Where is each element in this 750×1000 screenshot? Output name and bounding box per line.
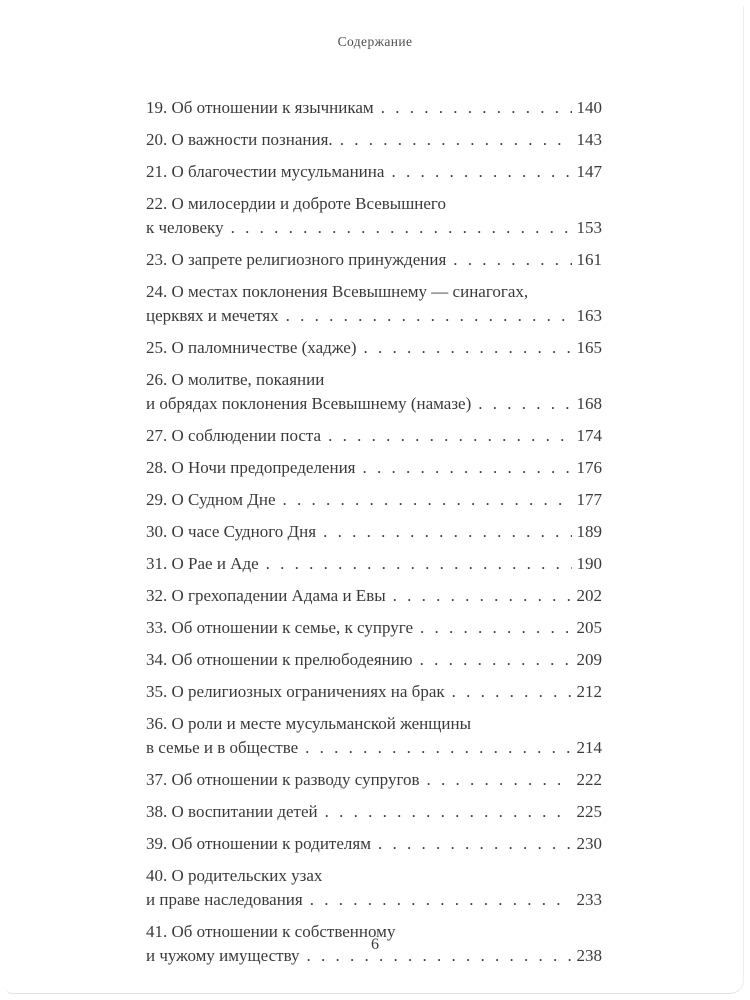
toc-entry-row — [146, 128, 602, 152]
toc-entry — [146, 368, 602, 416]
toc-entry-row — [146, 768, 602, 792]
toc-entry — [146, 552, 602, 576]
dot-leader — [323, 520, 571, 544]
toc-entry — [146, 128, 602, 152]
page-footer — [0, 936, 750, 954]
dot-leader — [328, 424, 571, 448]
toc-entry-row — [146, 160, 602, 184]
toc-page-number: 202 — [576, 586, 602, 605]
dot-leader — [340, 128, 572, 152]
page-title: Содержание — [337, 34, 413, 49]
toc-page-number: 163 — [576, 306, 602, 325]
toc-page-number: 214 — [576, 738, 602, 757]
dot-leader — [286, 304, 572, 328]
toc-entry — [146, 488, 602, 512]
toc-page-number: 238 — [576, 946, 602, 965]
toc-entry-text: 24. О местах поклонения Всевышнему — синагогах, — [146, 282, 529, 301]
toc-entry-row — [146, 584, 602, 608]
dot-leader — [231, 216, 572, 240]
toc-page-number: 225 — [576, 802, 602, 821]
dot-leader — [427, 768, 572, 792]
toc-page-number: 230 — [576, 834, 602, 853]
toc-entry-row — [146, 552, 602, 576]
toc-entry-text: к человеку — [146, 218, 224, 237]
toc-page-number: 222 — [576, 770, 602, 789]
toc-entry — [146, 248, 602, 272]
toc-entry-text: 30. О часе Судного Дня — [146, 522, 317, 541]
toc-entry-text: 33. Об отношении к семье, к супруге — [146, 618, 414, 637]
toc-entry-text: 37. Об отношении к разводу супругов — [146, 770, 420, 789]
toc-entry-row — [146, 648, 602, 672]
toc-page-number: 209 — [576, 650, 602, 669]
dot-leader — [364, 336, 572, 360]
toc-entry-text: 41. Об отношении к собственному — [146, 922, 396, 941]
dot-leader — [453, 248, 571, 272]
dot-leader — [325, 800, 572, 824]
toc-entry-text: 34. Об отношении к прелюбодеянию — [146, 650, 413, 669]
toc-entry-text: 36. О роли и месте мусульманской женщины — [146, 714, 471, 733]
toc-entry-row — [146, 248, 602, 272]
toc-entry-text: 22. О милосердии и доброте Всевышнего — [146, 194, 446, 213]
toc-entry-text: 20. О важности познания. — [146, 130, 333, 149]
toc-entry-row — [146, 216, 602, 240]
toc-entry-text: 28. О Ночи предопределения — [146, 458, 356, 477]
toc-page-number: 143 — [576, 130, 602, 149]
toc-entry-row — [146, 800, 602, 824]
toc-entry — [146, 96, 602, 120]
toc-entry — [146, 424, 602, 448]
toc-entry — [146, 336, 602, 360]
toc-page-number: 212 — [576, 682, 602, 701]
toc-entry-row — [146, 736, 602, 760]
dot-leader — [420, 648, 572, 672]
dot-leader — [310, 888, 572, 912]
toc-entry-row — [146, 832, 602, 856]
toc-page-number: 205 — [576, 618, 602, 637]
toc-page-number: 165 — [576, 338, 602, 357]
toc-page-number: 176 — [576, 458, 602, 477]
dot-leader — [478, 392, 571, 416]
dot-leader — [420, 616, 571, 640]
toc-page-number: 177 — [576, 490, 602, 509]
toc-entry — [146, 680, 602, 704]
toc-entry-text: 27. О соблюдении поста — [146, 426, 322, 445]
toc-entry-row — [146, 96, 602, 120]
toc-entry — [146, 160, 602, 184]
dot-leader — [266, 552, 572, 576]
toc-entry — [146, 192, 602, 240]
toc-entry — [146, 456, 602, 480]
toc-entry-text: 25. О паломничестве (хадже) — [146, 338, 357, 357]
toc-entry — [146, 584, 602, 608]
toc-entry-row — [146, 424, 602, 448]
toc-entry-text: 23. О запрете религиозного принуждения — [146, 250, 447, 269]
toc-entry-text: и чужому имуществу — [146, 946, 300, 965]
toc-page-number: 161 — [576, 250, 602, 269]
footer-page-number: 6 — [371, 936, 379, 953]
toc-entry-text: 26. О молитве, покаянии — [146, 370, 325, 389]
toc-entry-text: 31. О Рае и Аде — [146, 554, 259, 573]
dot-leader — [363, 456, 572, 480]
toc-entry — [146, 712, 602, 760]
toc-entry — [146, 864, 602, 912]
dot-leader — [452, 680, 572, 704]
toc-page-number: 140 — [576, 98, 602, 117]
dot-leader — [283, 488, 572, 512]
toc-entry-row — [146, 392, 602, 416]
toc-entry-text: 19. Об отношении к язычникам — [146, 98, 374, 117]
dot-leader — [391, 160, 571, 184]
toc-entry — [146, 648, 602, 672]
toc-entry-text: 38. О воспитании детей — [146, 802, 318, 821]
toc-entry-row — [146, 680, 602, 704]
toc-entry-text: 29. О Судном Дне — [146, 490, 276, 509]
toc-entry — [146, 768, 602, 792]
toc-entry-row — [146, 488, 602, 512]
toc-entry-text: 35. О религиозных ограничениях на брак — [146, 682, 445, 701]
toc-page-number: 168 — [576, 394, 602, 413]
dot-leader — [381, 96, 572, 120]
toc-entry — [146, 800, 602, 824]
toc-entry-text: 21. О благочестии мусульманина — [146, 162, 385, 181]
toc-entry — [146, 832, 602, 856]
toc-page-number: 189 — [576, 522, 602, 541]
toc-entry-text: 32. О грехопадении Адама и Евы — [146, 586, 386, 605]
toc-page-number: 174 — [576, 426, 602, 445]
dot-leader — [305, 736, 571, 760]
page-header — [0, 34, 750, 50]
toc-page-number: 233 — [576, 890, 602, 909]
toc-page-number: 147 — [576, 162, 602, 181]
toc-entry-row — [146, 888, 602, 912]
toc-entry-text: в семье и в обществе — [146, 738, 299, 757]
toc-page-number: 190 — [576, 554, 602, 573]
toc-entry-row — [146, 616, 602, 640]
toc-entry-text: и обрядах поклонения Всевышнему (намазе) — [146, 394, 472, 413]
toc-entry-row — [146, 520, 602, 544]
toc-entry-text: и праве наследования — [146, 890, 303, 909]
toc-entry — [146, 280, 602, 328]
toc-entry-text: 39. Об отношении к родителям — [146, 834, 371, 853]
toc-entry — [146, 520, 602, 544]
toc-entry-row — [146, 336, 602, 360]
dot-leader — [393, 584, 572, 608]
toc-entry-row — [146, 456, 602, 480]
toc-entry-text: церквях и мечетях — [146, 306, 279, 325]
toc-list — [146, 96, 602, 976]
toc-entry-text: 40. О родительских узах — [146, 866, 323, 885]
toc-page-number: 153 — [576, 218, 602, 237]
toc-entry — [146, 616, 602, 640]
toc-entry-row — [146, 304, 602, 328]
dot-leader — [378, 832, 572, 856]
